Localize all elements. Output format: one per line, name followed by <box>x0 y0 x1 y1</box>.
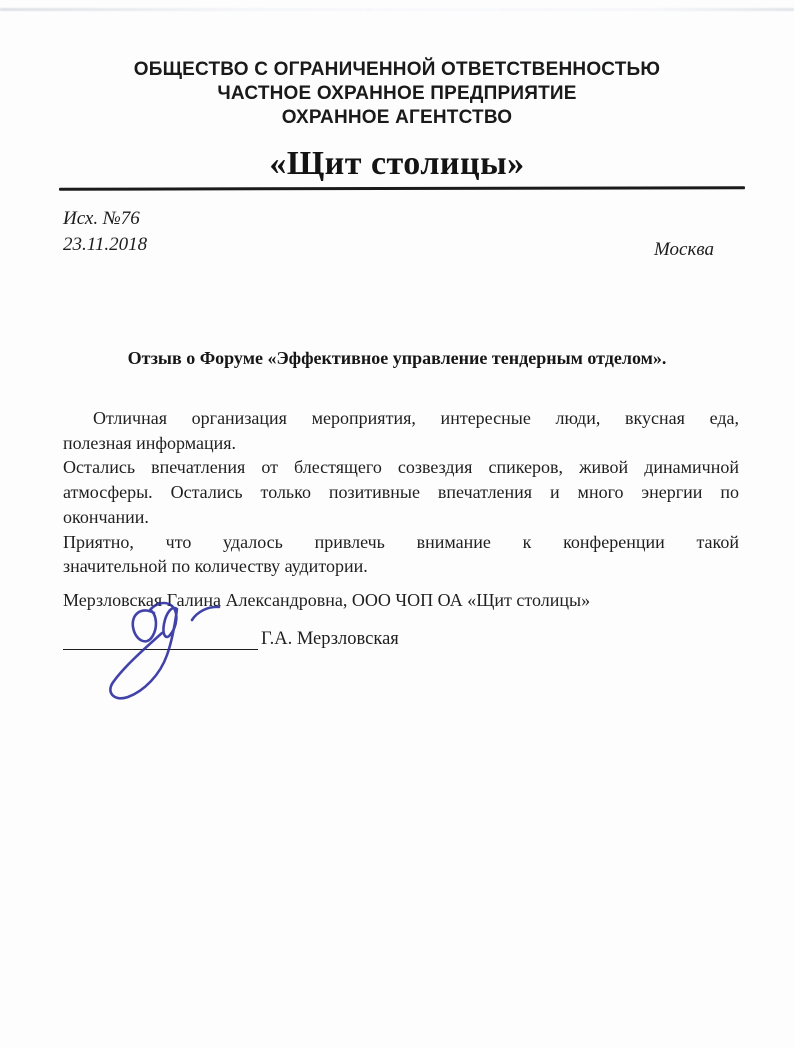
body-line: полезная информация. <box>63 432 237 453</box>
body-line: Остались впечатления от блестящего созвездия спикеров, живой динамичной <box>63 457 739 478</box>
outgoing-number: Исх. №76 <box>63 208 140 229</box>
body-line: окончании. <box>63 506 149 527</box>
letterhead-line-enterprise-type: ЧАСТНОЕ ОХРАННОЕ ПРЕДПРИЯТИЕ <box>217 83 577 104</box>
letter-body <box>63 406 739 613</box>
company-name: «Щит столицы» <box>269 145 525 182</box>
letterhead-line-agency-type: ОХРАННОЕ АГЕНТСТВО <box>281 107 513 128</box>
letter-subject: Отзыв о Форуме «Эффективное управление тендерным отделом». <box>127 348 667 368</box>
letterhead-divider-rule <box>59 186 745 190</box>
scan-artifact-top-edge <box>0 8 794 11</box>
body-paragraph-3 <box>63 530 739 579</box>
letter-date: 23.11.2018 <box>63 234 148 255</box>
signature-stroke-main <box>110 603 177 698</box>
signature-line <box>63 629 258 650</box>
reference-block <box>63 206 147 258</box>
signer-name: Г.А. Мерзловская <box>261 629 399 649</box>
body-line: Приятно, что удалось привлечь внимание к конференции такой <box>63 531 739 552</box>
signature-row <box>63 628 399 650</box>
letterhead <box>0 58 794 130</box>
letterhead-line-company-type: ОБЩЕСТВО С ОГРАНИЧЕННОЙ ОТВЕТСТВЕННОСТЬЮ <box>133 59 661 80</box>
body-line: атмосферы. Остались только позитивные впечатления и много энергии по <box>63 482 739 503</box>
letter-city: Москва <box>654 239 714 260</box>
body-paragraph-2 <box>63 455 739 529</box>
body-line: Отличная организация мероприятия, интересные люди, вкусная еда, <box>93 408 739 428</box>
body-line: значительной по количеству аудитории. <box>63 556 368 577</box>
body-paragraph-1 <box>63 406 739 455</box>
author-line: Мерзловская Галина Александровна, ООО ЧОП ОА «Щит столицы» <box>63 589 591 610</box>
